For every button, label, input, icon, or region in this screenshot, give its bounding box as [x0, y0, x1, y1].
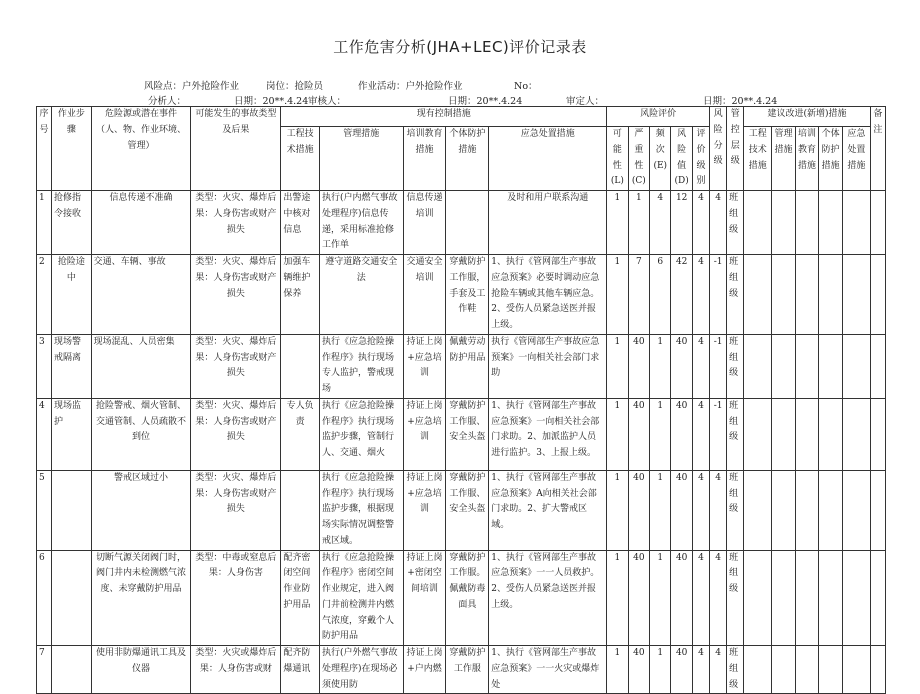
- cell-l: 1: [607, 646, 628, 694]
- cell-ppe: 穿戴防护工作服: [446, 646, 489, 694]
- cell-emerg: 1、执行《管网部生产事故应急预案》必要时调动应急抢险车辆或其他车辆应急。2、受伤人员紧急送医并报上级。: [489, 255, 607, 335]
- cell-c: 40: [628, 550, 649, 646]
- risk-point: 风险点：户外抢险作业: [144, 81, 240, 92]
- cell-e: 1: [650, 470, 671, 550]
- header-ctrl-level: 管控层级: [727, 107, 744, 191]
- cell-accident: 类型：火灾、爆炸后果：人身伤害或财产损失: [191, 398, 281, 470]
- cell-eng: 配齐防爆通讯: [281, 646, 320, 694]
- table-row: [37, 550, 886, 646]
- cell-level: 4: [692, 550, 709, 646]
- cell-d: 40: [671, 550, 692, 646]
- cell-l: 1: [607, 255, 628, 335]
- cell-l: 1: [607, 334, 628, 398]
- cell-mgmt: 执行《应急抢险操作程序》执行现场监护步骤，管制行人、交通、烟火: [319, 398, 403, 470]
- cell-e: 6: [650, 255, 671, 335]
- header-s-ppe: 个体防护措施: [819, 127, 843, 191]
- cell-ppe: 穿戴防护工作服，手套及工作鞋: [446, 255, 489, 335]
- cell-seq: 3: [37, 334, 52, 398]
- cell-train: 持证上岗+应急培训: [403, 470, 446, 550]
- cell-mgmt: 执行(户外燃气事故处理程序)在现场必须使用防: [319, 646, 403, 694]
- header-d: 风险值(D): [671, 127, 692, 191]
- table-row: [37, 334, 886, 398]
- cell-ctrl: 班组级: [727, 550, 744, 646]
- activity: 作业活动：户外抢险作业: [358, 81, 463, 92]
- reviewer-date: 日期：20**.4.24: [448, 96, 523, 107]
- cell-d: 12: [671, 191, 692, 255]
- cell-l: 1: [607, 550, 628, 646]
- cell-d: 42: [671, 255, 692, 335]
- header-s-emerg: 应急处置措施: [842, 127, 870, 191]
- cell-mgmt: 执行《应急抢险操作程序》执行现场专人监护，警戒现场: [319, 334, 403, 398]
- cell-risk: -1: [710, 334, 727, 398]
- cell-step: 现场警戒隔离: [52, 334, 92, 398]
- cell-risk: 4: [710, 550, 727, 646]
- cell-emerg: 1、执行《管网部生产事故应急预案》一一火灾或爆炸处: [489, 646, 607, 694]
- cell-seq: 4: [37, 398, 52, 470]
- header-controls: 现有控制措施: [281, 107, 607, 127]
- cell-ctrl: 班组级: [727, 255, 744, 335]
- cell-d: 40: [671, 470, 692, 550]
- cell-ctrl: 班组级: [727, 334, 744, 398]
- cell-emerg: 1、执行《管网部生产事故应急预案》A向相关社会部门求助。2、扩大警戒区域。: [489, 470, 607, 550]
- cell-seq: 5: [37, 470, 52, 550]
- cell-seq: 1: [37, 191, 52, 255]
- header-suggest: 建议改进(新增)措施: [744, 107, 871, 127]
- header-step: 作业步骤: [52, 107, 92, 191]
- table-row: [37, 646, 886, 694]
- header-e: 频次(E): [650, 127, 671, 191]
- header-c: 严重性(C): [628, 127, 649, 191]
- record-no: No：: [514, 81, 538, 92]
- cell-e: 1: [650, 550, 671, 646]
- cell-d: 40: [671, 334, 692, 398]
- cell-c: 40: [628, 398, 649, 470]
- table-row: [37, 470, 886, 550]
- header-s-eng: 工程技术措施: [744, 127, 772, 191]
- cell-mgmt: 执行《应急抢险操作程序》执行现场监护步骤，根据现场实际情况调整警戒区域。: [319, 470, 403, 550]
- jha-table: [36, 106, 886, 694]
- cell-hazard: 抢险警戒、烟火管制、交通管制、人员疏散不到位: [91, 398, 191, 470]
- cell-level: 4: [692, 470, 709, 550]
- approver: 审定人：: [566, 96, 605, 107]
- cell-e: 4: [650, 191, 671, 255]
- cell-emerg: 1、执行《管网部生产事故应急预案》一一人员救护。2、受伤人员紧急送医并报上级。: [489, 550, 607, 646]
- cell-l: 1: [607, 470, 628, 550]
- cell-risk: 4: [710, 191, 727, 255]
- cell-ctrl: 班组级: [727, 398, 744, 470]
- cell-step: [52, 550, 92, 646]
- cell-mgmt: 执行《应急抢险操作程序》密闭空间作业规定，进入阀门井前检测井内燃气浓度，穿戴个人防护用品: [319, 550, 403, 646]
- cell-hazard: 切断气源关闭阀门时，阀门井内未检测燃气浓度、未穿戴防护用品: [91, 550, 191, 646]
- header-s-mgmt: 管理措施: [772, 127, 796, 191]
- cell-train: 持证上岗+应急培训: [403, 398, 446, 470]
- header-ppe: 个体防护措施: [446, 127, 489, 191]
- cell-c: 40: [628, 646, 649, 694]
- cell-step: 现场监护: [52, 398, 92, 470]
- cell-hazard: 信息传递不准确: [91, 191, 191, 255]
- header-emerg: 应急处置措施: [489, 127, 607, 191]
- header-seq: 序号: [37, 107, 52, 191]
- cell-train: 持证上岗+密闭空间培训: [403, 550, 446, 646]
- cell-d: 40: [671, 646, 692, 694]
- cell-eng: 加强车辆维护保养: [281, 255, 320, 335]
- cell-accident: 类型：火灾、爆炸后果：人身伤害或财产损失: [191, 255, 281, 335]
- cell-l: 1: [607, 398, 628, 470]
- cell-accident: 类型：火灾、爆炸后果：人身伤害或财产损失: [191, 470, 281, 550]
- header-remark: 备注: [870, 107, 885, 191]
- cell-c: 7: [628, 255, 649, 335]
- cell-mgmt: 执行(户内燃气事故处理程序)信息传递，采用标准抢修工作单: [319, 191, 403, 255]
- table-row: [37, 191, 886, 255]
- post: 岗位：抢险员: [266, 81, 324, 92]
- cell-l: 1: [607, 191, 628, 255]
- header-s-train: 培训教育措施: [795, 127, 819, 191]
- cell-step: [52, 470, 92, 550]
- approver-date: 日期：20**.4.24: [703, 96, 778, 107]
- cell-eng: 专人负责: [281, 398, 320, 470]
- cell-ppe: 穿戴防护工作服、安全头盔: [446, 470, 489, 550]
- cell-e: 1: [650, 398, 671, 470]
- cell-c: 40: [628, 334, 649, 398]
- cell-accident: 类型：火灾、爆炸后果：人身伤害或财产损失: [191, 334, 281, 398]
- cell-train: 持证上岗+应急培训: [403, 334, 446, 398]
- cell-mgmt: 遵守道路交通安全法: [319, 255, 403, 335]
- header-level: 评价级别: [692, 127, 709, 191]
- cell-step: 抢险途中: [52, 255, 92, 335]
- header-eng: 工程技术措施: [281, 127, 320, 191]
- cell-emerg: 及时和用户联系沟通: [489, 191, 607, 255]
- cell-emerg: 1、执行《管网部生产事故应急预案》一向相关社会部门求助。2、加派监护人员进行监护。3、上报上级。: [489, 398, 607, 470]
- cell-e: 1: [650, 646, 671, 694]
- header-eval: 风险评价: [607, 107, 710, 127]
- cell-c: 40: [628, 470, 649, 550]
- cell-eng: 出警途中核对信息: [281, 191, 320, 255]
- cell-level: 4: [692, 191, 709, 255]
- cell-risk: -1: [710, 255, 727, 335]
- header-mgmt: 管理措施: [319, 127, 403, 191]
- cell-c: 1: [628, 191, 649, 255]
- cell-risk: 4: [710, 470, 727, 550]
- cell-risk: -1: [710, 398, 727, 470]
- cell-eng: [281, 470, 320, 550]
- cell-train: 持证上岗+户内燃: [403, 646, 446, 694]
- cell-e: 1: [650, 334, 671, 398]
- cell-ppe: 穿戴防护工作服、安全头盔: [446, 398, 489, 470]
- cell-accident: 类型：中毒或窒息后果：人身伤害: [191, 550, 281, 646]
- cell-hazard: 交通、车辆、事故: [91, 255, 191, 335]
- cell-d: 40: [671, 398, 692, 470]
- cell-emerg: 执行《管网部生产事故应急预案》一向相关社会部门求助: [489, 334, 607, 398]
- cell-eng: [281, 334, 320, 398]
- page-title: 工作危害分析(JHA+LEC)评价记录表: [333, 38, 587, 56]
- table-row: [37, 398, 886, 470]
- header-accident: 可能发生的事故类型及后果: [191, 107, 281, 191]
- cell-level: 4: [692, 646, 709, 694]
- cell-hazard: 使用非防爆通讯工具及仪器: [91, 646, 191, 694]
- cell-step: 抢修指令接收: [52, 191, 92, 255]
- cell-level: 4: [692, 398, 709, 470]
- cell-accident: 类型：火灾或爆炸后果：人身伤害或财: [191, 646, 281, 694]
- analyst-date: 日期：20**.4.24: [234, 96, 309, 107]
- cell-eng: 配齐密闭空间作业防护用品: [281, 550, 320, 646]
- reviewer: 审核人：: [308, 96, 347, 107]
- cell-step: [52, 646, 92, 694]
- header-risk-level: 风险分级: [710, 107, 727, 191]
- analyst: 分析人：: [148, 96, 187, 107]
- table-row: [37, 255, 886, 335]
- cell-risk: 4: [710, 646, 727, 694]
- cell-ctrl: 班组级: [727, 470, 744, 550]
- cell-hazard: 警戒区域过小: [91, 470, 191, 550]
- header-l: 可能性(L): [607, 127, 628, 191]
- cell-accident: 类型：火灾、爆炸后果：人身伤害或财产损失: [191, 191, 281, 255]
- cell-ppe: [446, 191, 489, 255]
- cell-train: 交通安全培训: [403, 255, 446, 335]
- cell-hazard: 现场混乱、人员密集: [91, 334, 191, 398]
- cell-train: 信息传递培训: [403, 191, 446, 255]
- cell-ppe: 佩戴劳动防护用品: [446, 334, 489, 398]
- cell-ctrl: 班组级: [727, 191, 744, 255]
- cell-seq: 7: [37, 646, 52, 694]
- cell-level: 4: [692, 334, 709, 398]
- cell-seq: 6: [37, 550, 52, 646]
- cell-seq: 2: [37, 255, 52, 335]
- cell-level: 4: [692, 255, 709, 335]
- cell-ppe: 穿戴防护工作服。佩戴防毒面具: [446, 550, 489, 646]
- header-train: 培训教育措施: [403, 127, 446, 191]
- cell-ctrl: 班组级: [727, 646, 744, 694]
- header-hazard: 危险源或潜在事件（人、物、作业环境、管理）: [91, 107, 191, 191]
